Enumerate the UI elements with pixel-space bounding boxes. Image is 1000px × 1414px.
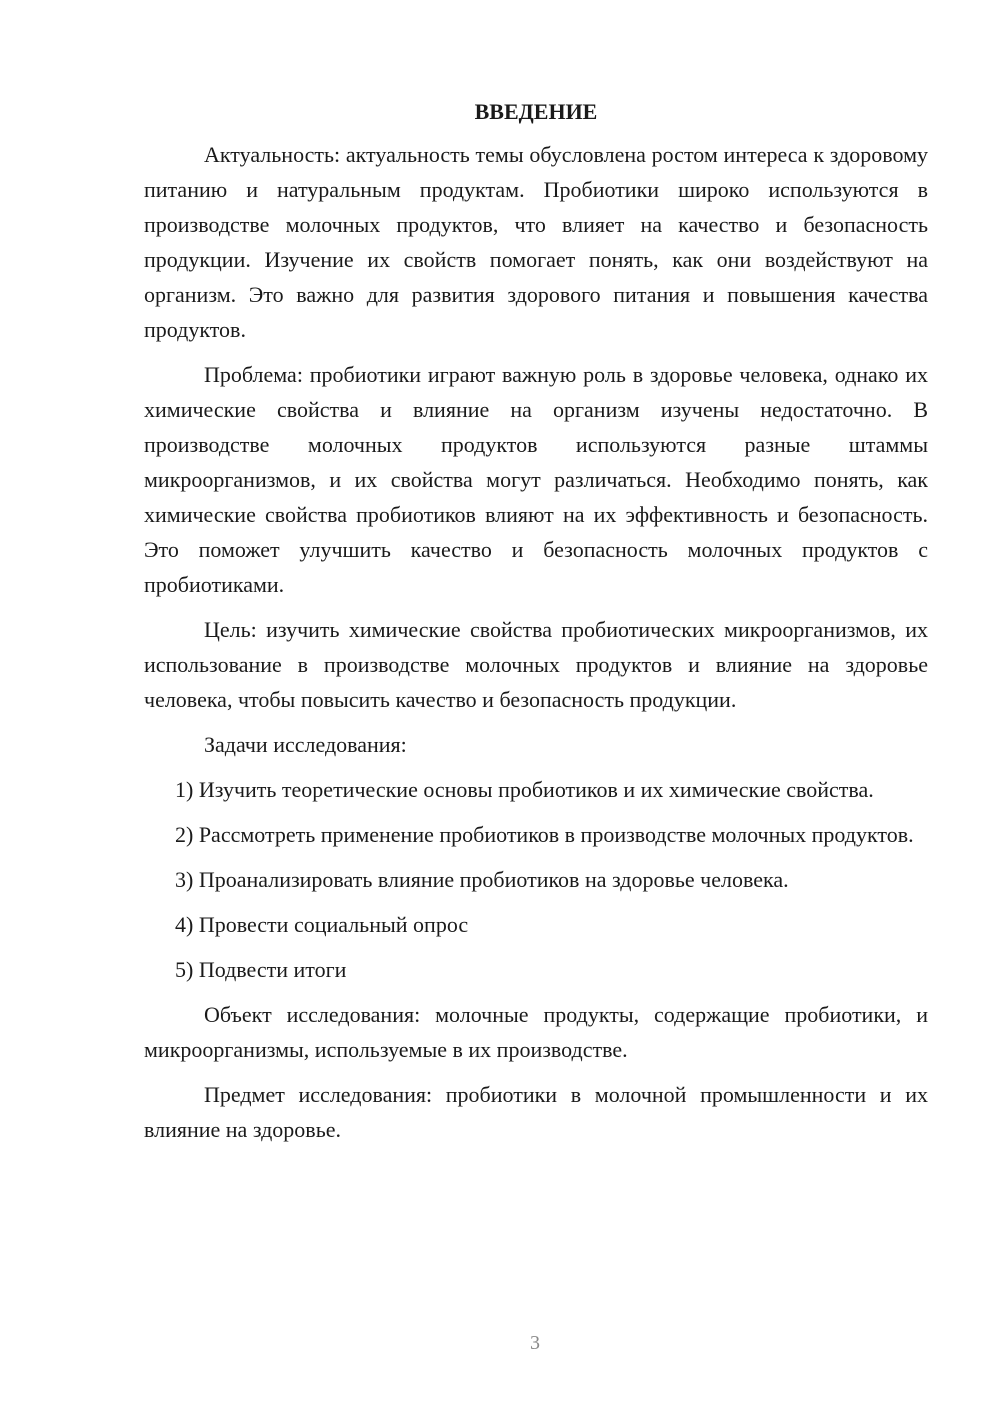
task-item: 5) Подвести итоги	[175, 957, 347, 982]
tasks-title: Задачи исследования:	[204, 732, 407, 757]
page-content	[144, 94, 928, 1157]
task-item: 3) Проанализировать влияние пробиотиков на здоровье человека.	[175, 867, 789, 892]
object-paragraph: Объект исследования: молочные продукты, содержащие пробиотики, и микроорганизмы, используемые в их производстве.	[144, 1002, 928, 1062]
task-item: 1) Изучить теоретические основы пробиотиков и их химические свойства.	[175, 777, 874, 802]
page-number: 3	[530, 1332, 540, 1354]
goal-paragraph: Цель: изучить химические свойства пробиотических микроорганизмов, их использование в производстве молочных продуктов и влияние на здоровье человека, чтобы повысить качество и безопасность продукции.	[144, 617, 928, 712]
problem-paragraph: Проблема: пробиотики играют важную роль в здоровье человека, однако их химические свойства и влияние на организм изучены недостаточно. В производстве молочных продуктов используются разные штаммы микроорганизмов, и их свойства могут различаться. Необходимо понять, как химические свойства пробиотиков влияют на их эффективность и безопасность. Это поможет улучшить качество и безопасность молочных продуктов с пробиотиками.	[144, 362, 928, 597]
relevance-paragraph: Актуальность: актуальность темы обусловлена ростом интереса к здоровому питанию и натуральным продуктам. Пробиотики широко используются в производстве молочных продуктов, что влияет на качество и безопасность продукции. Изучение их свойств помогает понять, как они воздействуют на организм. Это важно для развития здорового питания и повышения качества продуктов.	[144, 142, 928, 342]
task-item: 2) Рассмотреть применение пробиотиков в производстве молочных продуктов.	[175, 822, 914, 847]
task-item: 4) Провести социальный опрос	[175, 912, 469, 937]
subject-paragraph: Предмет исследования: пробиотики в молочной промышленности и их влияние на здоровье.	[144, 1082, 928, 1142]
tasks-list	[144, 772, 928, 987]
section-heading: ВВЕДЕНИЕ	[474, 99, 598, 124]
